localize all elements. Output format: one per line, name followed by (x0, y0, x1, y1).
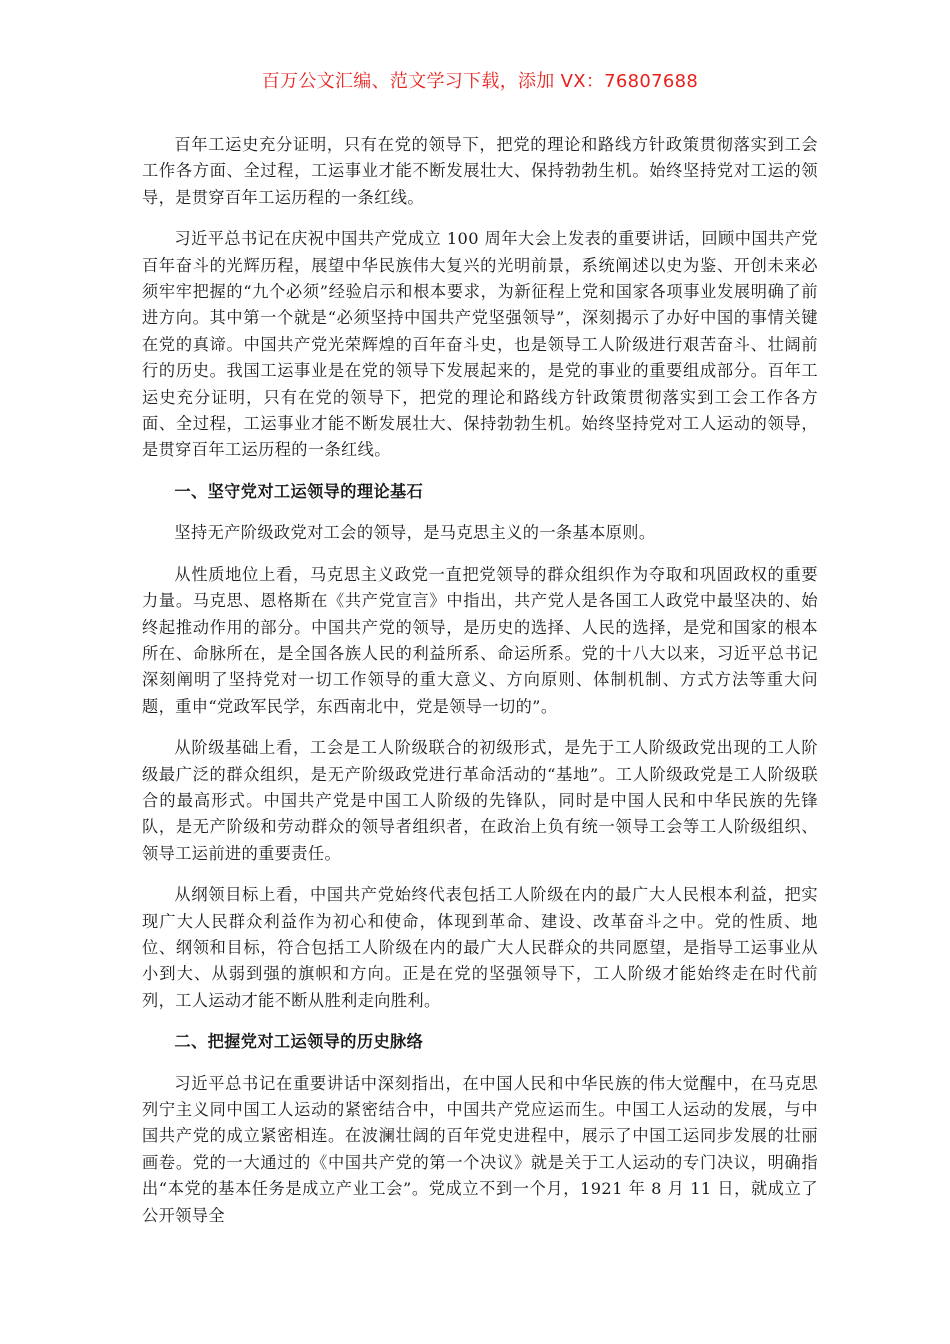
paragraph-2: 习近平总书记在庆祝中国共产党成立 100 周年大会上发表的重要讲话，回顾中国共产党百年奋斗的光辉历程，展望中华民族伟大复兴的光明前景，系统阐述以史为鉴、开创未来必须牢牢把握的“九个必须”经验启示和根本要求，为新征程上党和国家各项事业发展明确了前进方向。其中第一个就是“必须坚持中国共产党坚强领导”，深刻揭示了办好中国的事情关键在党的真谛。中国共产党光荣辉煌的百年奋斗史，也是领导工人阶级进行艰苦奋斗、壮阔前行的历史。我国工运事业是在党的领导下发展起来的，是党的事业的重要组成部分。百年工运史充分证明，只有在党的领导下，把党的理论和路线方针政策贯彻落实到工会工作各方面、全过程，工运事业才能不断发展壮大、保持勃勃生机。始终坚持党对工人运动的领导，是贯穿百年工运历程的一条红线。 (142, 229, 818, 460)
paragraph-7: 习近平总书记在重要讲话中深刻指出，在中国人民和中华民族的伟大觉醒中，在马克思列宁主义同中国工人运动的紧密结合中，中国共产党应运而生。中国工人运动的发展，与中国共产党的成立紧密相连。在波澜壮阔的百年党史进程中，展示了中国工运同步发展的壮丽画卷。党的一大通过的《中国共产党的第一个决议》就是关于工人运动的专门决议，明确指出“本党的基本任务是成立产业工会”。党成立不到一个月，1921 年 8 月 11 日，就成立了公开领导全 (142, 1073, 818, 1225)
section-heading-1: 一、坚守党对工运领导的理论基石 (174, 481, 424, 501)
paragraph-4: 从性质地位上看，马克思主义政党一直把党领导的群众组织作为夺取和巩固政权的重要力量。马克思、恩格斯在《共产党宣言》中指出，共产党人是各国工人政党中最坚决的、始终起推动作用的部分。中国共产党的领导，是历史的选择、人民的选择，是党和国家的根本所在、命脉所在，是全国各族人民的利益所系、命运所系。党的十八大以来，习近平总书记深刻阐明了坚持党对一切工作领导的重大意义、方向原则、体制机制、方式方法等重大问题，重申“党政军民学，东西南北中，党是领导一切的”。 (142, 564, 818, 716)
paragraph-1: 百年工运史充分证明，只有在党的领导下，把党的理论和路线方针政策贯彻落实到工会工作各方面、全过程，工运事业才能不断发展壮大、保持勃勃生机。始终坚持党对工运的领导，是贯穿百年工运历程的一条红线。 (142, 135, 818, 207)
paragraph-6: 从纲领目标上看，中国共产党始终代表包括工人阶级在内的最广大人民根本利益，把实现广大人民群众利益作为初心和使命，体现到革命、建设、改革奋斗之中。党的性质、地位、纲领和目标，符合包括工人阶级在内的最广大人民群众的共同愿望，是指导工运事业从小到大、从弱到强的旗帜和方向。正是在党的坚强领导下，工人阶级才能始终走在时代前列，工人运动才能不断从胜利走向胜利。 (142, 885, 818, 1010)
paragraph-3: 坚持无产阶级政党对工会的领导，是马克思主义的一条基本原则。 (174, 523, 656, 543)
paragraph-5: 从阶级基础上看，工会是工人阶级联合的初级形式，是先于工人阶级政党出现的工人阶级最广泛的群众组织，是无产阶级政党进行革命活动的“基地”。工人阶级政党是工人阶级联合的最高形式。中国共产党是中国工人阶级的先锋队，同时是中国人民和中华民族的先锋队，是无产阶级和劳动群众的领导者组织者，在政治上负有统一领导工会等工人阶级组织、领导工运前进的重要责任。 (142, 738, 818, 863)
watermark-banner: 百万公文汇编、范文学习下载，添加 VX：76807688 (261, 71, 699, 92)
section-heading-2: 二、把握党对工运领导的历史脉络 (174, 1032, 424, 1052)
